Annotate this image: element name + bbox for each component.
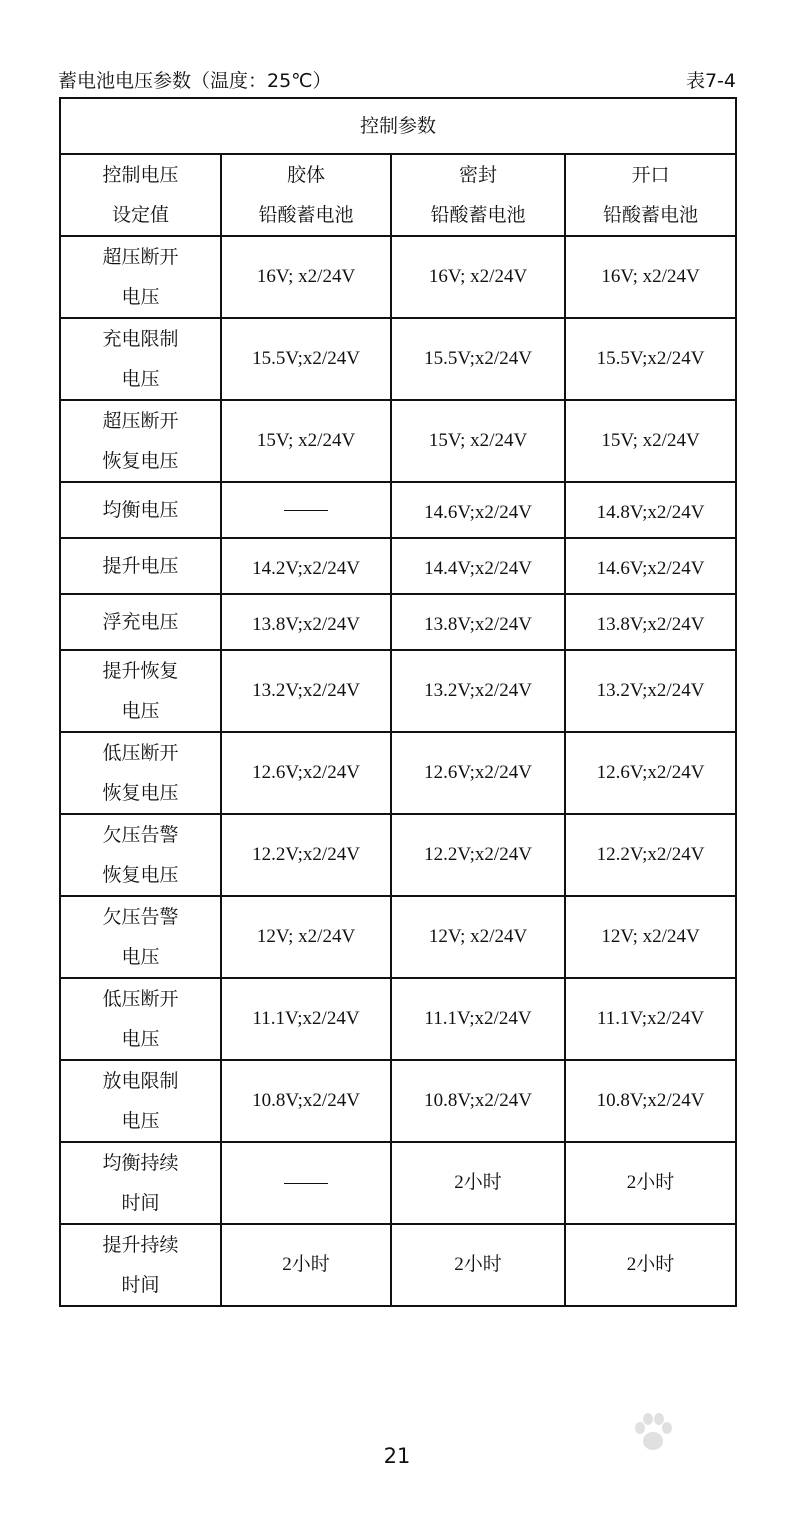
row-label-line: 低压断开 xyxy=(102,988,179,1010)
table-row xyxy=(60,236,736,318)
header-line: 铅酸蓄电池 xyxy=(603,204,699,226)
value-cell xyxy=(221,1224,391,1306)
row-label xyxy=(60,650,221,732)
value-cell xyxy=(221,236,391,318)
value-cell xyxy=(391,236,565,318)
section-title-row xyxy=(60,98,736,154)
value-cell xyxy=(391,538,565,594)
section-title: 控制参数 xyxy=(60,98,736,154)
value-text: 15.5V;x2/24V xyxy=(596,348,705,369)
row-label xyxy=(60,978,221,1060)
value-cell xyxy=(221,1060,391,1142)
value-cell xyxy=(565,1142,736,1224)
value-text: 12.6V;x2/24V xyxy=(596,762,705,783)
value-text: 11.1V;x2/24V xyxy=(252,1008,360,1029)
header-line: 铅酸蓄电池 xyxy=(258,204,354,226)
value-text: 12.6V;x2/24V xyxy=(252,762,360,783)
row-label-line: 均衡持续 xyxy=(102,1152,179,1174)
value-cell xyxy=(391,650,565,732)
table-row xyxy=(60,978,736,1060)
header-cell xyxy=(60,154,221,236)
row-label xyxy=(60,896,221,978)
row-label xyxy=(60,1224,221,1306)
value-cell xyxy=(221,318,391,400)
row-label-line: 提升持续 xyxy=(102,1234,179,1256)
value-cell xyxy=(565,732,736,814)
table-caption xyxy=(58,64,736,94)
value-cell xyxy=(221,1142,391,1224)
value-text: 16V; x2/24V xyxy=(256,266,356,287)
value-cell xyxy=(565,1224,736,1306)
header-cell xyxy=(565,154,736,236)
value-text: 14.6V;x2/24V xyxy=(596,558,705,579)
table-row xyxy=(60,814,736,896)
table-row xyxy=(60,1060,736,1142)
value-text: 13.2V;x2/24V xyxy=(252,680,360,701)
paw-logo-icon xyxy=(630,1410,676,1456)
header-cell xyxy=(221,154,391,236)
value-cell xyxy=(565,236,736,318)
value-cell xyxy=(221,978,391,1060)
value-cell xyxy=(391,814,565,896)
value-cell xyxy=(391,594,565,650)
value-cell xyxy=(391,482,565,538)
row-label-line: 时间 xyxy=(121,1192,160,1214)
row-label xyxy=(60,482,221,538)
value-text: 13.8V;x2/24V xyxy=(424,614,532,635)
value-cell xyxy=(221,732,391,814)
value-text: 16V; x2/24V xyxy=(428,266,528,287)
value-cell xyxy=(565,814,736,896)
voltage-parameters-table xyxy=(59,97,737,1307)
row-label xyxy=(60,236,221,318)
value-text: 14.2V;x2/24V xyxy=(252,558,360,579)
row-label-line: 低压断开 xyxy=(102,742,179,764)
row-label-line: 恢复电压 xyxy=(102,450,179,472)
table-row xyxy=(60,1142,736,1224)
header-line: 开口 xyxy=(631,164,670,186)
value-text: 2小时 xyxy=(454,1172,502,1193)
row-label-line: 超压断开 xyxy=(102,246,179,268)
value-text: 11.1V;x2/24V xyxy=(424,1008,532,1029)
value-cell xyxy=(391,318,565,400)
value-cell xyxy=(221,896,391,978)
value-text: 13.8V;x2/24V xyxy=(252,614,360,635)
row-label xyxy=(60,400,221,482)
value-cell xyxy=(391,400,565,482)
value-cell xyxy=(391,732,565,814)
row-label-line: 电压 xyxy=(121,286,160,308)
row-label xyxy=(60,538,221,594)
value-text: 15V; x2/24V xyxy=(601,430,700,451)
caption-title: 蓄电池电压参数（温度：25℃） xyxy=(58,69,332,92)
value-text: 2小时 xyxy=(626,1172,675,1193)
row-label-line: 超压断开 xyxy=(102,410,179,432)
value-text: 10.8V;x2/24V xyxy=(596,1090,705,1111)
table-row xyxy=(60,896,736,978)
row-label-line: 恢复电压 xyxy=(102,864,179,886)
table-row xyxy=(60,482,736,538)
table-row xyxy=(60,1224,736,1306)
row-label-line: 电压 xyxy=(121,1110,160,1132)
value-cell xyxy=(565,978,736,1060)
row-label-line: 提升恢复 xyxy=(102,660,179,682)
value-cell xyxy=(391,1060,565,1142)
row-label-line: 均衡电压 xyxy=(102,499,179,521)
value-cell xyxy=(221,400,391,482)
value-cell xyxy=(391,978,565,1060)
value-cell xyxy=(221,538,391,594)
value-text: 13.2V;x2/24V xyxy=(424,680,532,701)
header-row xyxy=(60,154,736,236)
value-cell xyxy=(565,594,736,650)
value-text: 2小时 xyxy=(626,1254,675,1275)
value-text: 12.2V;x2/24V xyxy=(252,844,360,865)
header-line: 控制电压 xyxy=(102,164,179,186)
value-cell xyxy=(565,482,736,538)
header-line: 铅酸蓄电池 xyxy=(430,204,526,226)
table-number: 表7-4 xyxy=(685,69,736,92)
baidu-jingyan-watermark xyxy=(556,1410,756,1500)
row-label xyxy=(60,1060,221,1142)
header-cell xyxy=(391,154,565,236)
value-cell xyxy=(391,1142,565,1224)
value-text: 10.8V;x2/24V xyxy=(252,1090,360,1111)
value-text: 10.8V;x2/24V xyxy=(424,1090,532,1111)
value-text: 14.6V;x2/24V xyxy=(424,502,532,523)
value-cell xyxy=(565,538,736,594)
row-label-line: 提升电压 xyxy=(102,555,179,577)
value-text: 15.5V;x2/24V xyxy=(252,348,360,369)
row-label xyxy=(60,1142,221,1224)
value-text: 12.2V;x2/24V xyxy=(424,844,532,865)
row-label xyxy=(60,318,221,400)
table-row xyxy=(60,318,736,400)
value-cell xyxy=(565,896,736,978)
value-text: 12.2V;x2/24V xyxy=(596,844,705,865)
header-line: 密封 xyxy=(458,164,497,186)
row-label-line: 恢复电压 xyxy=(102,782,179,804)
value-cell xyxy=(221,814,391,896)
row-label-line: 欠压告警 xyxy=(102,824,179,846)
row-label-line: 电压 xyxy=(121,946,160,968)
not-applicable-dash xyxy=(284,510,328,511)
value-text: 15V; x2/24V xyxy=(428,430,528,451)
row-label-line: 浮充电压 xyxy=(102,611,179,633)
value-cell xyxy=(565,650,736,732)
value-text: 2小时 xyxy=(282,1254,330,1275)
value-cell xyxy=(565,1060,736,1142)
value-cell xyxy=(391,1224,565,1306)
row-label-line: 充电限制 xyxy=(102,328,179,350)
table-row xyxy=(60,594,736,650)
page-number: 21 xyxy=(383,1444,411,1468)
value-cell xyxy=(221,650,391,732)
table-row xyxy=(60,650,736,732)
header-line: 胶体 xyxy=(286,164,325,186)
not-applicable-dash xyxy=(284,1183,328,1184)
value-text: 11.1V;x2/24V xyxy=(596,1008,705,1029)
value-cell xyxy=(221,594,391,650)
value-text: 13.8V;x2/24V xyxy=(596,614,705,635)
value-text: 12V; x2/24V xyxy=(601,926,700,947)
value-cell xyxy=(565,318,736,400)
value-text: 15V; x2/24V xyxy=(256,430,356,451)
table-row xyxy=(60,400,736,482)
table-row xyxy=(60,732,736,814)
row-label xyxy=(60,814,221,896)
row-label-line: 电压 xyxy=(121,368,160,390)
value-text: 12V; x2/24V xyxy=(256,926,356,947)
table-row xyxy=(60,538,736,594)
header-line: 设定值 xyxy=(111,204,169,226)
value-cell xyxy=(565,400,736,482)
value-text: 2小时 xyxy=(454,1254,502,1275)
row-label-line: 电压 xyxy=(121,700,160,722)
value-cell xyxy=(391,896,565,978)
value-text: 14.4V;x2/24V xyxy=(424,558,532,579)
row-label-line: 欠压告警 xyxy=(102,906,179,928)
row-label xyxy=(60,594,221,650)
value-cell xyxy=(221,482,391,538)
value-text: 12V; x2/24V xyxy=(428,926,528,947)
row-label-line: 时间 xyxy=(121,1274,160,1296)
value-text: 14.8V;x2/24V xyxy=(596,502,705,523)
row-label-line: 电压 xyxy=(121,1028,160,1050)
row-label-line: 放电限制 xyxy=(102,1070,179,1092)
value-text: 15.5V;x2/24V xyxy=(424,348,532,369)
value-text: 13.2V;x2/24V xyxy=(596,680,705,701)
value-text: 12.6V;x2/24V xyxy=(424,762,532,783)
row-label xyxy=(60,732,221,814)
value-text: 16V; x2/24V xyxy=(601,266,700,287)
